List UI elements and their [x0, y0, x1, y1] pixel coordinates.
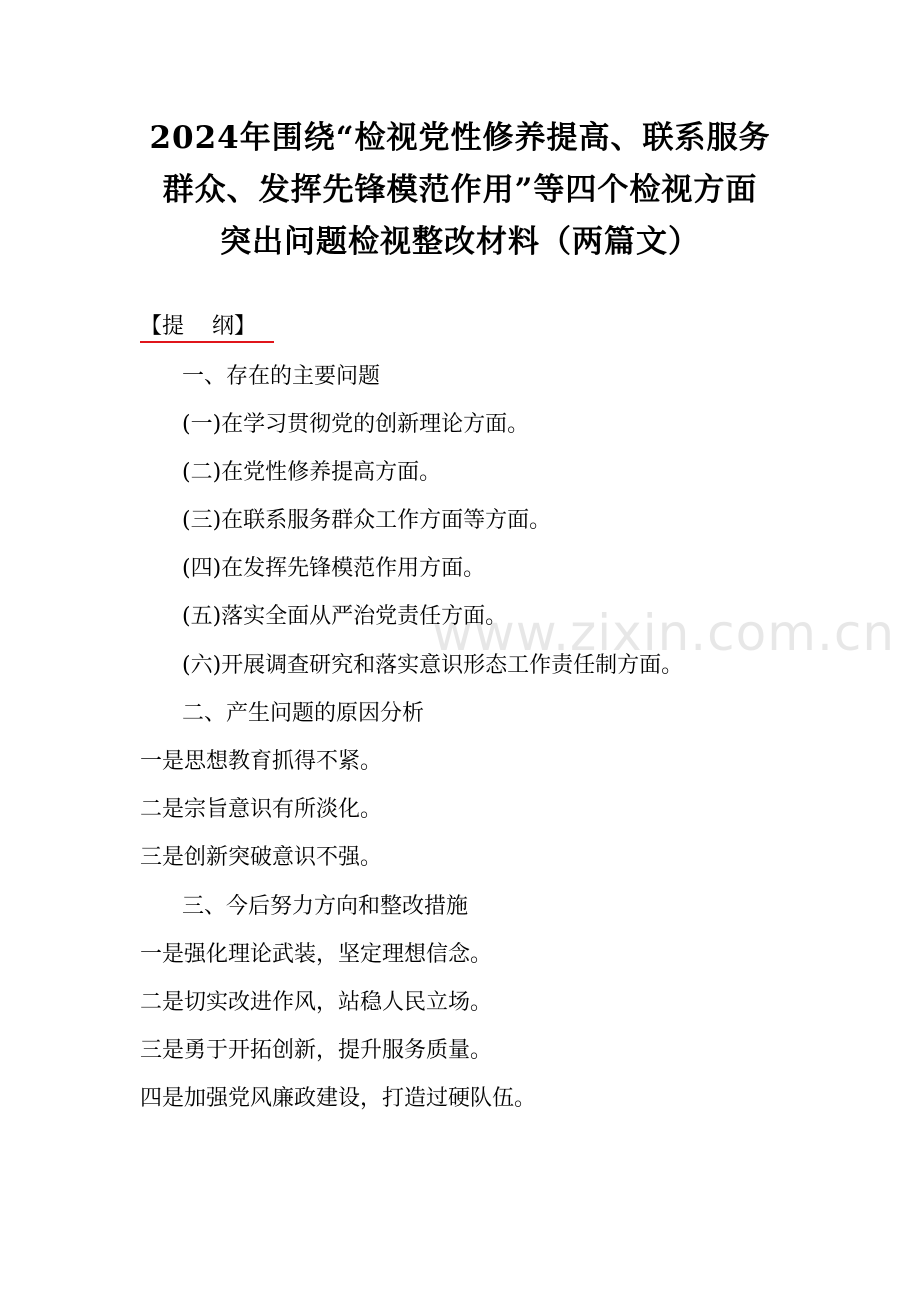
- list-item: (三)在联系服务群众工作方面等方面。: [182, 508, 552, 533]
- document-title: [120, 112, 800, 268]
- title-line-3: 突出问题检视整改材料（两篇文）: [220, 224, 700, 260]
- title-line-1: 2024年围绕“检视党性修养提高、联系服务: [149, 120, 771, 156]
- list-item: 一是思想教育抓得不紧。: [140, 749, 383, 774]
- list-item: 三是创新突破意识不强。: [140, 845, 383, 870]
- outline-underline: [140, 341, 274, 343]
- list-item: 四是加强党风廉政建设，打造过硬队伍。: [140, 1086, 537, 1111]
- section-heading-causes: 二、产生问题的原因分析: [182, 701, 425, 726]
- list-item: (四)在发挥先锋模范作用方面。: [182, 556, 486, 581]
- list-item: (五)落实全面从严治党责任方面。: [182, 604, 508, 629]
- watermark: www.zixin.com.cn: [432, 604, 896, 662]
- list-item: 二是切实改进作风，站稳人民立场。: [140, 990, 493, 1015]
- section-heading-measures: 三、今后努力方向和整改措施: [182, 894, 469, 919]
- list-item: 一是强化理论武装，坚定理想信念。: [140, 942, 493, 967]
- list-item: (六)开展调查研究和落实意识形态工作责任制方面。: [182, 653, 684, 678]
- title-line-2: 群众、发挥先锋模范作用”等四个检视方面: [162, 172, 758, 208]
- list-item: 三是勇于开拓创新，提升服务质量。: [140, 1038, 493, 1063]
- list-item: 二是宗旨意识有所淡化。: [140, 797, 383, 822]
- outline-label: 【提 纲】: [140, 314, 256, 339]
- list-item: (一)在学习贯彻党的创新理论方面。: [182, 412, 530, 437]
- section-heading-problems: 一、存在的主要问题: [182, 364, 381, 389]
- list-item: (二)在党性修养提高方面。: [182, 460, 442, 485]
